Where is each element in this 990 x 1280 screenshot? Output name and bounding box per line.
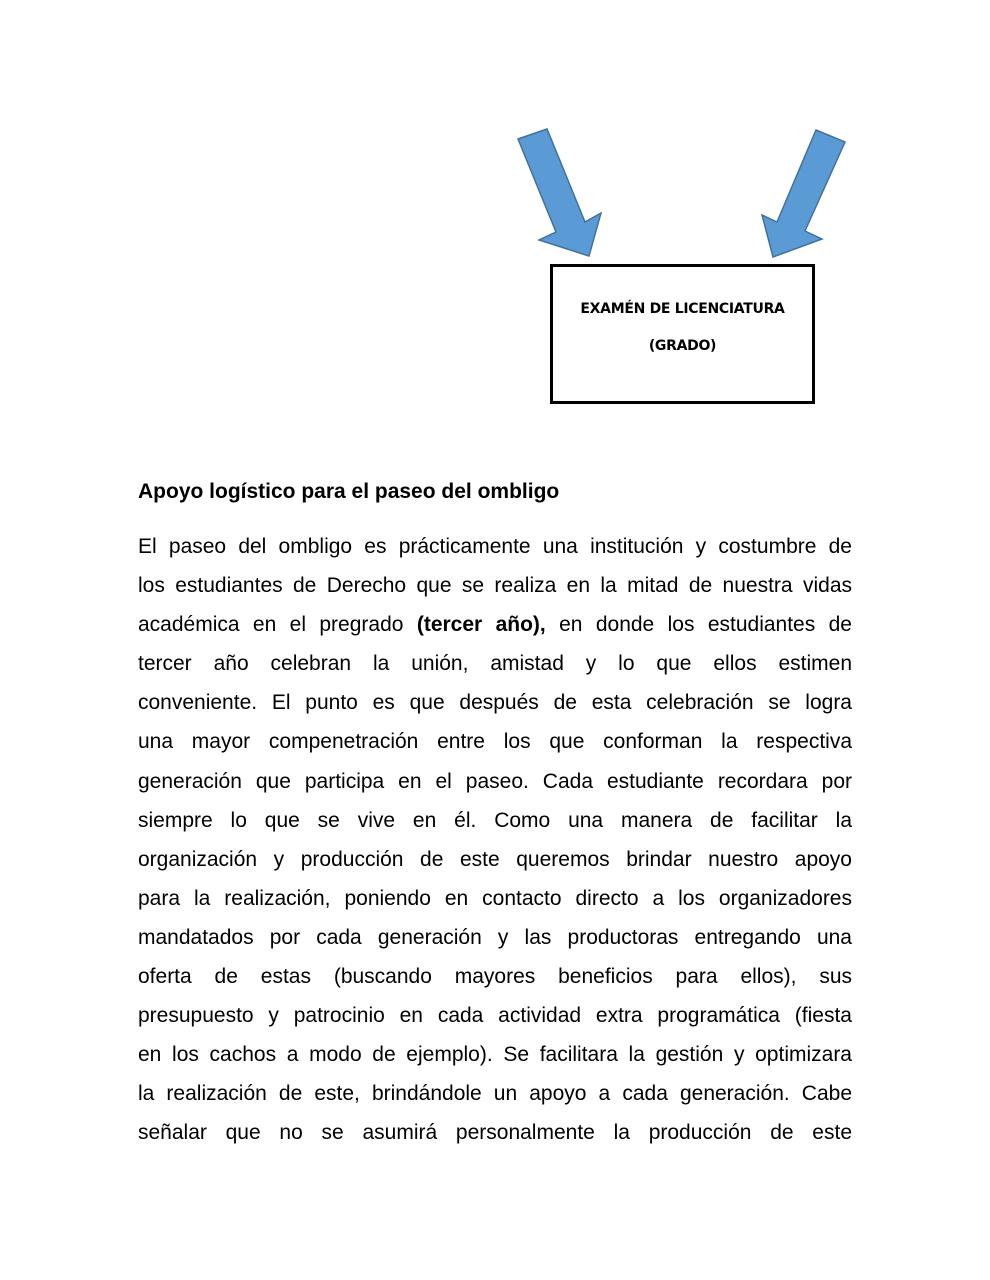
- paragraph-line: una mayor compenetración entre los que conforman la respectiva: [138, 730, 852, 754]
- paragraph-line: [138, 605, 852, 644]
- paragraph-line: los estudiantes de Derecho que se realiza en la mitad de nuestra vidas: [138, 574, 852, 598]
- paragraph-line: en los cachos a modo de ejemplo). Se facilitara la gestión y optimizara: [138, 1043, 852, 1067]
- paragraph-text: en donde los estudiantes de: [559, 613, 852, 637]
- section-heading: Apoyo logístico para el paseo del ombligo: [138, 480, 560, 503]
- paragraph-line: presupuesto y patrocinio en cada actividad extra programática (fiesta: [138, 1004, 852, 1028]
- paragraph-line: para la realización, poniendo en contacto directo a los organizadores: [138, 886, 852, 910]
- paragraph-line: siempre lo que se vive en él. Como una manera de facilitar la: [138, 808, 852, 832]
- paragraph-line: la realización de este, brindándole un apoyo a cada generación. Cabe: [138, 1082, 852, 1106]
- paragraph-bold: (tercer año),: [416, 613, 546, 637]
- paragraph-line: mandatados por cada generación y las productoras entregando una: [138, 925, 852, 949]
- paragraph-line: señalar que no se asumirá personalmente la producción de este: [138, 1121, 852, 1145]
- paragraph-text: académica en el pregrado: [138, 613, 404, 637]
- arrow-down-left-icon: [762, 130, 845, 257]
- paragraph-line: conveniente. El punto es que después de esta celebración se logra: [138, 691, 852, 715]
- exam-box: [550, 264, 815, 404]
- exam-box-subtitle: (GRADO): [648, 338, 717, 354]
- paragraph-line: El paseo del ombligo es prácticamente una institución y costumbre de: [138, 535, 852, 558]
- section-paragraph: [138, 527, 852, 1153]
- paragraph-line: generación que participa en el paseo. Cada estudiante recordara por: [138, 769, 852, 793]
- paragraph-line: oferta de estas (buscando mayores beneficios para ellos), sus: [138, 965, 852, 989]
- exam-box-title: EXAMÉN DE LICENCIATURA: [580, 301, 785, 317]
- arrow-down-right-icon: [518, 129, 601, 256]
- paragraph-line: organización y producción de este queremos brindar nuestro apoyo: [138, 847, 852, 871]
- arrows-diagram: [0, 0, 990, 420]
- paragraph-line: tercer año celebran la unión, amistad y lo que ellos estimen: [138, 652, 852, 676]
